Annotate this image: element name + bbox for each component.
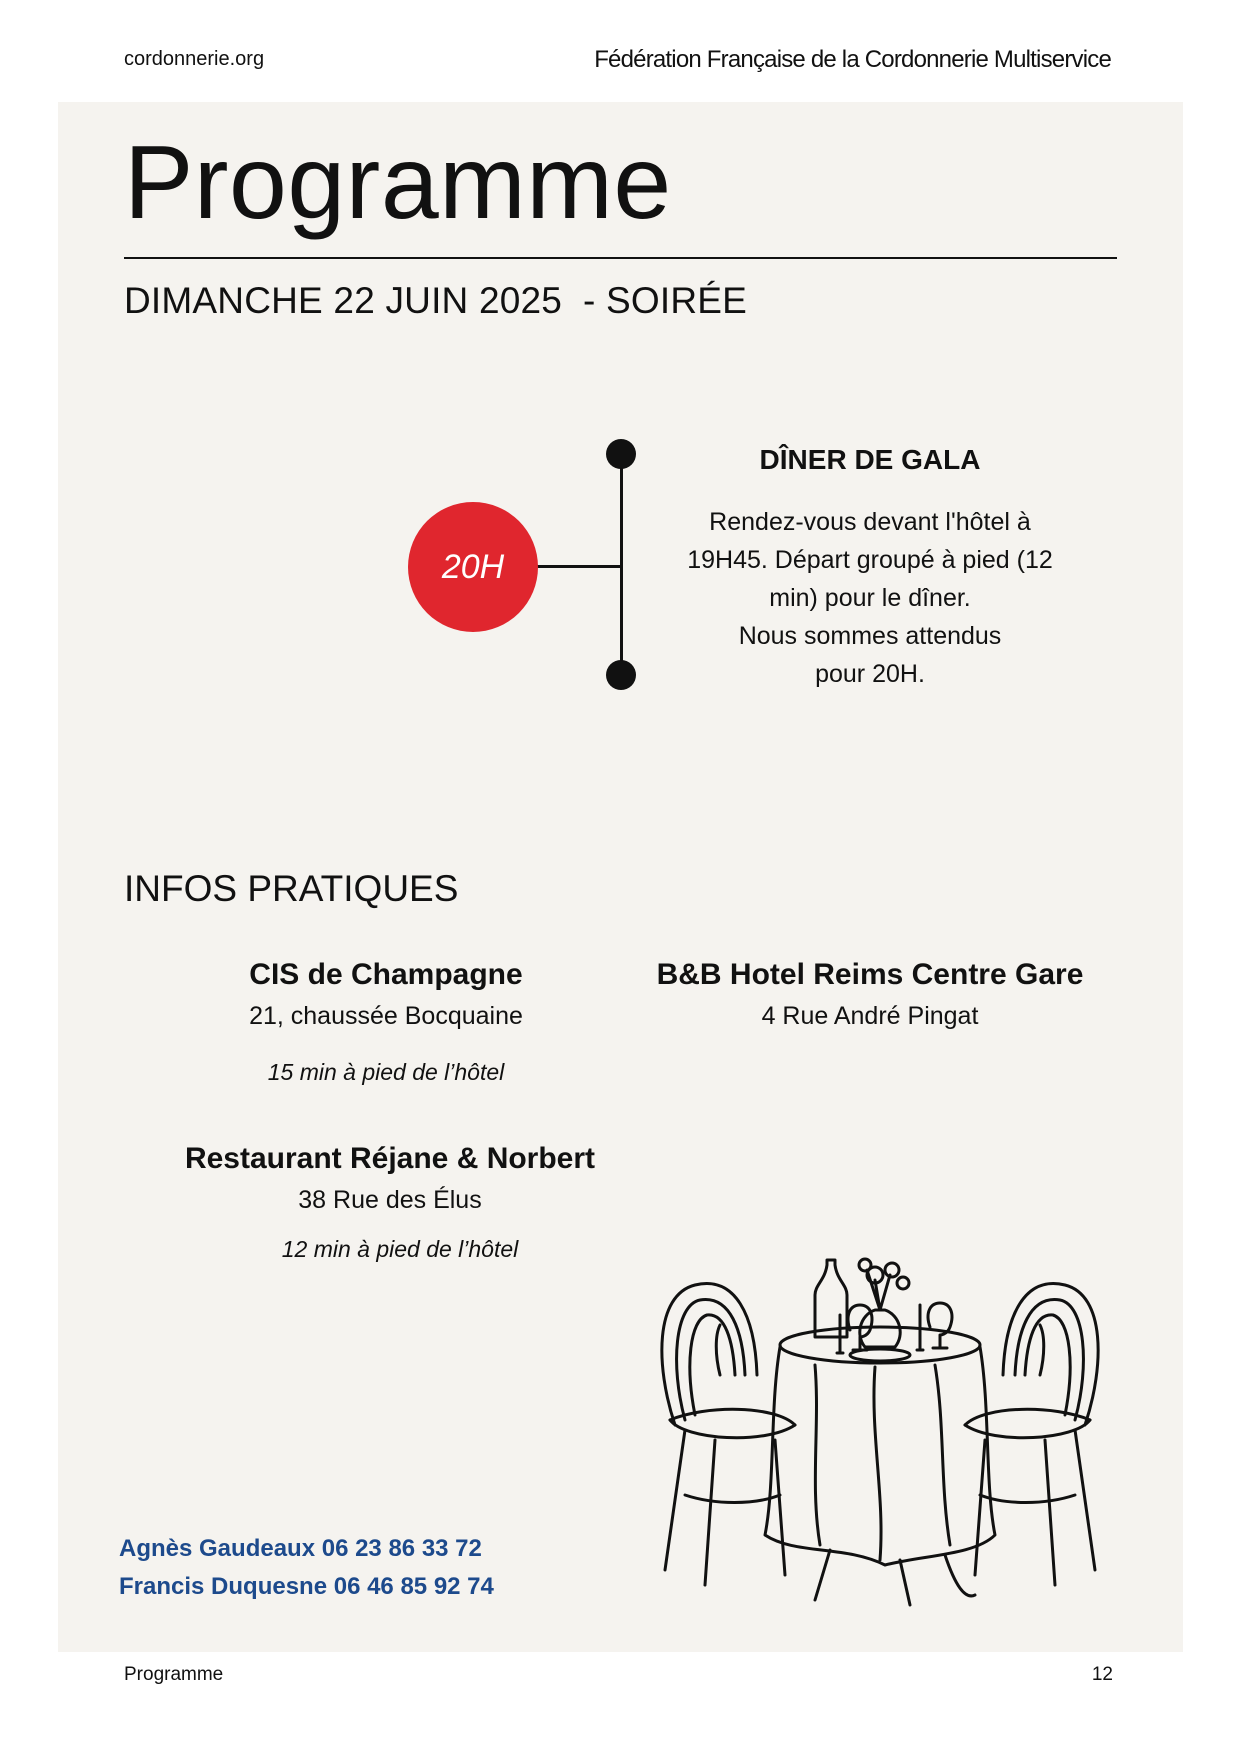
timeline-dot-bottom [606, 660, 636, 690]
event-line: min) pour le dîner. [769, 584, 971, 612]
infos-heading: INFOS PRATIQUES [124, 868, 459, 909]
organization-name: Fédération Française de la Cordonnerie Multiservice [594, 46, 1111, 73]
site-url[interactable]: cordonnerie.org [124, 48, 265, 70]
event-line: Nous sommes attendus [738, 622, 1002, 650]
date-subtitle: DIMANCHE 22 JUIN 2025 - SOIRÉE [124, 280, 748, 321]
place-walk-cis: 15 min à pied de l’hôtel [267, 1059, 505, 1085]
timeline-connector [536, 565, 622, 568]
event-line: Rendez-vous devant l'hôtel à [709, 508, 1031, 536]
time-badge [408, 502, 538, 632]
place-address-cis: 21, chaussée Bocquaine [249, 1002, 523, 1030]
footer-section: Programme [124, 1664, 224, 1685]
timeline-dot-top [606, 439, 636, 469]
place-walk-restaurant: 12 min à pied de l’hôtel [281, 1236, 519, 1262]
contact-francis[interactable]: Francis Duquesne 06 46 85 92 74 [119, 1573, 494, 1600]
bistro-table-chairs-illustration [645, 1255, 1115, 1610]
timeline-line [620, 452, 623, 674]
page-title: Programme [124, 125, 672, 241]
page-number: 12 [1091, 1664, 1113, 1685]
place-name-cis: CIS de Champagne [249, 958, 523, 991]
place-name-hotel: B&B Hotel Reims Centre Gare [656, 958, 1084, 991]
contact-agnes[interactable]: Agnès Gaudeaux 06 23 86 33 72 [119, 1535, 482, 1562]
place-address-hotel: 4 Rue André Pingat [761, 1002, 979, 1030]
place-address-restaurant: 38 Rue des Élus [298, 1186, 482, 1214]
event-line: pour 20H. [815, 660, 925, 688]
title-divider [124, 257, 1117, 259]
event-title: DÎNER DE GALA [759, 444, 981, 475]
event-description [655, 503, 1085, 693]
time-label: 20H [441, 547, 505, 586]
event-line: 19H45. Départ groupé à pied (12 [687, 546, 1053, 574]
place-name-restaurant: Restaurant Réjane & Norbert [184, 1142, 596, 1175]
